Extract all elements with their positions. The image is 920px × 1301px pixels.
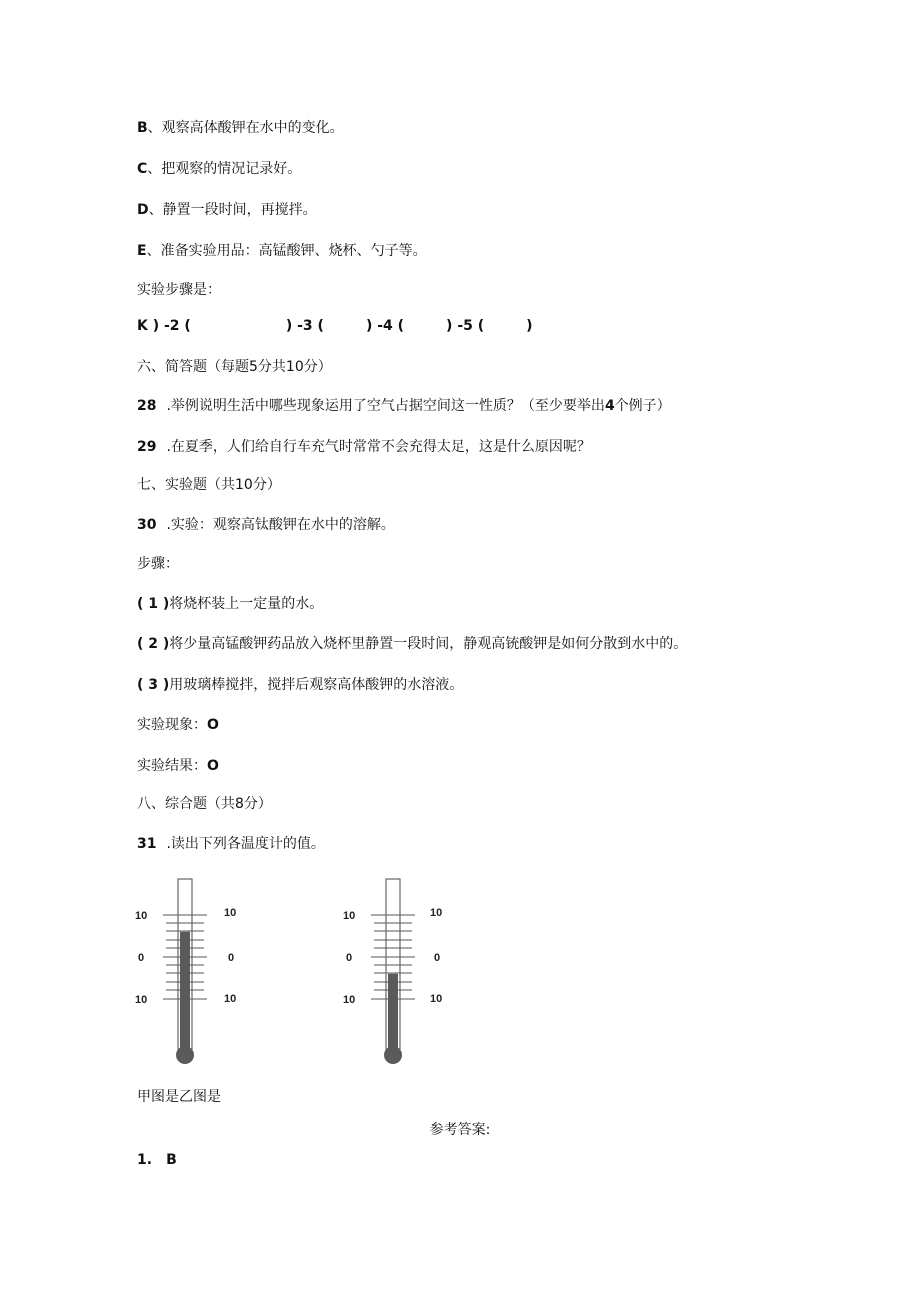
label-top-left: 10 xyxy=(135,910,148,922)
question-29: 29 .在夏季，人们给自行车充气时常常不会充得太足，这是什么原因呢？ xyxy=(137,439,591,455)
option-d: D、静置一段时间，再搅拌。 xyxy=(137,202,317,218)
thermometer-a-mercury xyxy=(180,932,190,1049)
thermometer-b-bulb xyxy=(384,1046,402,1064)
section-8-heading: 八、综合题（共8分） xyxy=(137,796,272,812)
experiment-phenomenon: 实验现象：O xyxy=(137,717,219,733)
question-31: 31 .读出下列各温度计的值。 xyxy=(137,836,325,852)
option-b: B、观察高体酸钾在水中的变化。 xyxy=(137,120,344,136)
label-mid-right: 0 xyxy=(434,952,441,964)
steps-sequence: K ) -2 ( ) -3 ( ) -4 ( ) -5 ( ) xyxy=(137,318,533,334)
thermometer-a xyxy=(130,875,250,1074)
option-c: C、把观察的情况记录好。 xyxy=(137,161,302,177)
label-mid-right: 0 xyxy=(228,952,235,964)
step-2: ( 2 )将少量高锰酸钾药品放入烧杯里静置一段时间，静观高铳酸钾是如何分散到水中的。 xyxy=(137,636,688,652)
steps-label: 实验步骤是： xyxy=(137,282,221,298)
experiment-result: 实验结果：O xyxy=(137,758,219,774)
label-top-right: 10 xyxy=(430,907,443,919)
option-e: E、准备实验用品：高锰酸钾、烧杯、勺子等。 xyxy=(137,243,427,259)
label-bottom-left: 10 xyxy=(343,994,356,1006)
label-bottom-right: 10 xyxy=(430,993,443,1005)
question-28: 28 .举例说明生活中哪些现象运用了空气占据空间这一性质？（至少要举出4个例子） xyxy=(137,398,671,414)
thermometer-a-bulb xyxy=(176,1046,194,1064)
section-6-heading: 六、简答题（每题5分共10分） xyxy=(137,359,332,375)
label-top-left: 10 xyxy=(343,910,356,922)
question-30: 30 .实验：观察高钛酸钾在水中的溶解。 xyxy=(137,517,395,533)
steps-word: 步骤： xyxy=(137,556,179,572)
label-bottom-left: 10 xyxy=(135,994,148,1006)
thermometer-answer-line: 甲图是乙图是 xyxy=(137,1089,221,1105)
label-mid-left: 0 xyxy=(346,952,353,964)
thermometer-b-mercury xyxy=(388,974,398,1049)
step-3: ( 3 )用玻璃棒搅拌，搅拌后观察高体酸钾的水溶液。 xyxy=(137,677,464,693)
thermometer-b xyxy=(334,875,454,1074)
label-bottom-right: 10 xyxy=(224,993,237,1005)
label-top-right: 10 xyxy=(224,907,237,919)
answers-title: 参考答案: xyxy=(429,1122,491,1138)
answer-1: 1. B xyxy=(137,1152,177,1168)
section-7-heading: 七、实验题（共10分） xyxy=(137,477,281,493)
step-1: ( 1 )将烧杯装上一定量的水。 xyxy=(137,596,324,612)
label-mid-left: 0 xyxy=(138,952,145,964)
